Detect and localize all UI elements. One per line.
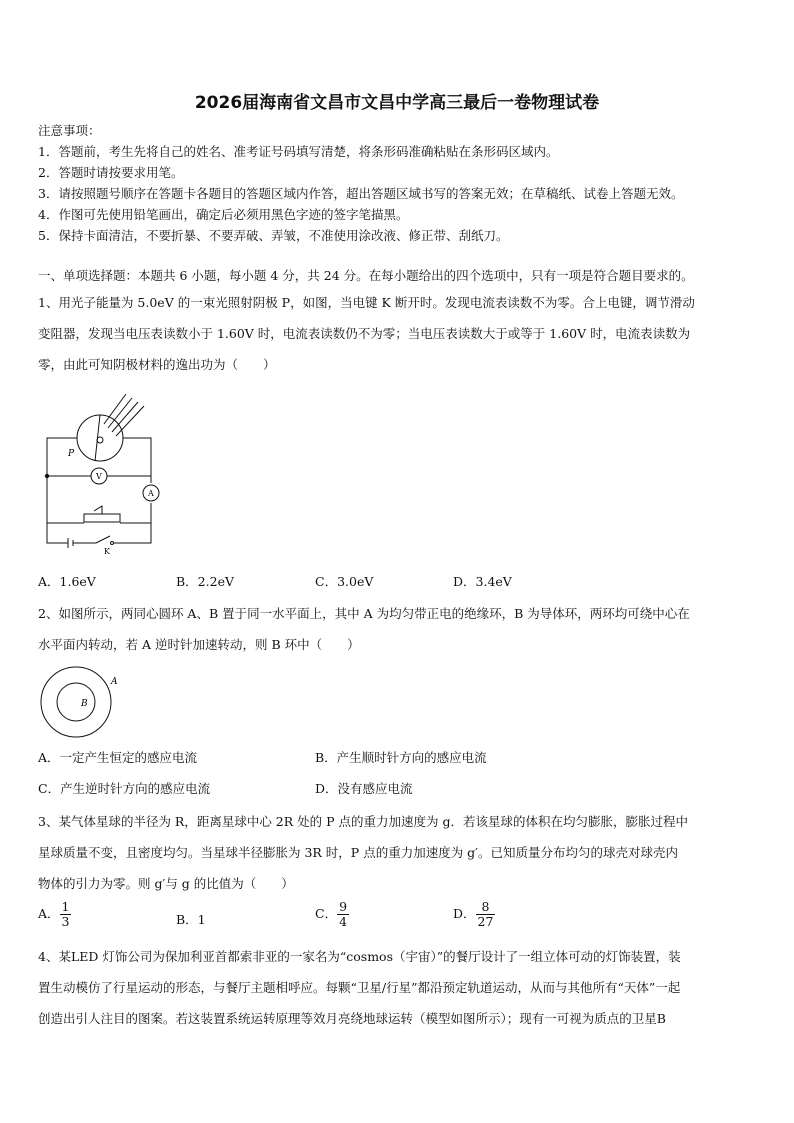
q1-text: 1、用光子能量为 5.0eV 的一束光照射阴极 P，如图，当电键 K 断开时。发现电流表读数不为零。合上电键，调节滑动 xyxy=(38,295,695,310)
q4-text: 置生动模仿了行星运动的形态，与餐厅主题相呼应。每颗“卫星/行星”都沿预定轨道运动，从而与其他所有“天体”一起 xyxy=(38,980,681,995)
fig-label-p: P xyxy=(68,449,75,459)
q3-option-d-fraction: $\frac{8}{27}$ xyxy=(477,899,494,929)
section-heading: 一、单项选择题：本题共 6 小题，每小题 4 分，共 24 分。在每小题给出的四个选项中，只有一项是符合题目要求的。 xyxy=(38,268,694,283)
notice-item: 3．请按照题号顺序在答题卡各题目的答题区域内作答，超出答题区域书写的答案无效；在草稿纸、试卷上答题无效。 xyxy=(38,186,684,201)
q3-option-b[interactable]: B．1 xyxy=(176,912,206,927)
concentric-rings-figure xyxy=(34,664,124,740)
q3-option-c-label: C． xyxy=(315,905,338,921)
q3-option-a[interactable] xyxy=(38,900,71,929)
q2-option-a[interactable]: A．一定产生恒定的感应电流 xyxy=(38,750,198,765)
q2-option-b[interactable]: B．产生顺时针方向的感应电流 xyxy=(315,750,487,765)
notice-heading: 注意事项： xyxy=(38,123,101,138)
notice-item: 4．作图可先使用铅笔画出，确定后必须用黑色字迹的签字笔描黑。 xyxy=(38,207,409,222)
q3-option-d-label: D． xyxy=(453,905,476,921)
q2-option-c[interactable]: C．产生逆时针方向的感应电流 xyxy=(38,781,211,796)
q3-option-c-fraction: $\frac{9}{4}$ xyxy=(339,899,348,929)
q3-option-d[interactable] xyxy=(453,900,495,929)
q1-option-d[interactable]: D．3.4eV xyxy=(453,574,512,589)
q3-text: 3、某气体星球的半径为 R，距离星球中心 2R 处的 P 点的重力加速度为 g．若该星球的体积在均匀膨胀，膨胀过程中 xyxy=(38,814,688,829)
ring-label-b: B xyxy=(81,699,88,709)
fig-label-k: K xyxy=(104,547,110,556)
q1-option-c[interactable]: C．3.0eV xyxy=(315,574,374,589)
q2-option-d[interactable]: D．没有感应电流 xyxy=(315,781,413,796)
notice-item: 1．答题前，考生先将自己的姓名、准考证号码填写清楚，将条形码准确粘贴在条形码区域内。 xyxy=(38,144,559,159)
fig-label-a: A xyxy=(148,489,154,498)
q4-text: 创造出引人注目的图案。若这装置系统运转原理等效月亮绕地球运转（模型如图所示）；现有一可视为质点的卫星B xyxy=(38,1011,666,1026)
q3-option-c[interactable] xyxy=(315,900,349,929)
q3-option-a-label: A． xyxy=(38,905,60,921)
photoelectric-circuit-figure xyxy=(40,388,170,558)
q1-option-b[interactable]: B．2.2eV xyxy=(176,574,234,589)
q4-text: 4、某LED 灯饰公司为保加利亚首都索非亚的一家名为“cosmos（宇宙）”的餐厅设计了一组立体可动的灯饰装置，装 xyxy=(38,949,681,964)
q2-text: 水平面内转动，若 A 逆时针加速转动，则 B 环中（ ） xyxy=(38,637,360,652)
ring-label-a: A xyxy=(111,677,118,687)
page-title: 2026届海南省文昌市文昌中学高三最后一卷物理试卷 xyxy=(194,93,600,113)
notice-item: 5．保持卡面清洁，不要折暴、不要弄破、弄皱，不准使用涂改液、修正带、刮纸刀。 xyxy=(38,228,509,243)
q1-text: 变阻器，发现当电压表读数小于 1.60V 时，电流表读数仍不为零；当电压表读数大于或等于 1.60V 时，电流表读数为 xyxy=(38,326,691,341)
notice-item: 2．答题时请按要求用笔。 xyxy=(38,165,184,180)
q1-text: 零，由此可知阴极材料的逸出功为（ ） xyxy=(38,357,276,372)
q3-text: 星球质量不变，且密度均匀。当星球半径膨胀为 3R 时，P 点的重力加速度为 g′。已知质量分布均匀的球壳对球壳内 xyxy=(38,845,679,860)
q1-option-a[interactable]: A．1.6eV xyxy=(38,574,96,589)
fig-label-v: V xyxy=(96,472,102,481)
q2-text: 2、如图所示，两同心圆环 A、B 置于同一水平面上，其中 A 为均匀带正电的绝缘环，B 为导体环，两环均可绕中心在 xyxy=(38,606,690,621)
q3-text: 物体的引力为零。则 g′与 g 的比值为（ ） xyxy=(38,876,294,891)
q3-option-a-fraction: $\frac{1}{3}$ xyxy=(61,899,70,929)
